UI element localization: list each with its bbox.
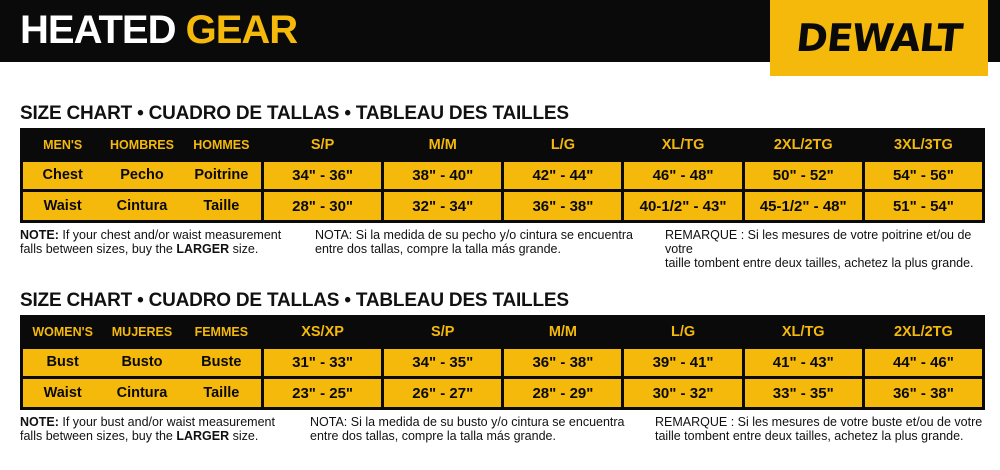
header-label-es: HOMBRES: [110, 137, 174, 152]
measurement-cell: 33" - 35": [745, 379, 862, 407]
size-header: 2XL/2TG: [865, 318, 982, 346]
measurement-cell: 39" - 41": [624, 349, 741, 377]
measurement-cell: 32" - 34": [384, 192, 501, 220]
measurement-cell: 28" - 30": [264, 192, 381, 220]
row-label-en: Chest: [42, 167, 83, 184]
measurement-cell: 34" - 35": [384, 349, 501, 377]
note-text: If your chest and/or waist measurement: [58, 228, 282, 242]
note-text: REMARQUE : Si les mesures de votre poitrine et/ou de votre: [665, 228, 972, 256]
size-header: M/M: [504, 318, 621, 346]
size-header: S/P: [264, 131, 381, 159]
measurement-cell: 28" - 29": [504, 379, 621, 407]
note-emphasis: LARGER: [176, 242, 230, 256]
row-label-fr: Taille: [203, 198, 240, 215]
size-header: M/M: [384, 131, 501, 159]
dewalt-logo: [770, 0, 988, 76]
row-label-es: Busto: [121, 354, 163, 371]
note-text: falls between sizes, buy the: [20, 429, 177, 443]
size-header: XL/TG: [624, 131, 741, 159]
size-header: XS/XP: [264, 318, 381, 346]
note-text: entre dos tallas, compre la talla más grande.: [315, 242, 561, 256]
size-header: L/G: [504, 131, 621, 159]
note-text: size.: [229, 429, 259, 443]
measurement-cell: 38" - 40": [384, 162, 501, 190]
note-text: REMARQUE : Si les mesures de votre buste et/ou de votre: [655, 415, 983, 429]
note-text: falls between sizes, buy the: [20, 242, 177, 256]
note-text: taille tombent entre deux tailles, achetez la plus grande.: [665, 256, 974, 270]
measurement-cell: 45-1/2" - 48": [745, 192, 862, 220]
measurement-cell: 42" - 44": [504, 162, 621, 190]
size-header: XL/TG: [745, 318, 862, 346]
title-gear: GEAR: [185, 8, 298, 52]
measurement-cell: 23" - 25": [264, 379, 381, 407]
logo-text: DEWALT: [794, 16, 964, 60]
womens-section-title: SIZE CHART • CUADRO DE TALLAS • TABLEAU DES TAILLES: [20, 290, 569, 311]
measurement-cell: 36" - 38": [504, 349, 621, 377]
mens-size-table: [20, 128, 985, 223]
size-header: L/G: [624, 318, 741, 346]
measurement-cell: 44" - 46": [865, 349, 982, 377]
header-label-en: MEN'S: [43, 137, 83, 152]
note-text: NOTA: Si la medida de su pecho y/o cintura se encuentra: [315, 228, 633, 242]
measurement-cell: 41" - 43": [745, 349, 862, 377]
row-label-bust: [23, 349, 261, 377]
row-label-es: Cintura: [116, 198, 168, 215]
row-label-fr: Poitrine: [194, 167, 249, 184]
note-emphasis: LARGER: [176, 429, 230, 443]
measurement-cell: 26" - 27": [384, 379, 501, 407]
row-label-fr: Taille: [203, 385, 240, 402]
row-label-chest: [23, 162, 261, 190]
note-spanish: [315, 228, 633, 256]
size-header: 3XL/3TG: [865, 131, 982, 159]
header-label-fr: FEMMES: [194, 324, 249, 339]
header-label-fr: HOMMES: [193, 137, 250, 152]
page-title: [20, 6, 297, 54]
measurement-cell: 40-1/2" - 43": [624, 192, 741, 220]
row-label-en: Waist: [43, 385, 82, 402]
note-spanish: [310, 415, 625, 443]
row-label-en: Bust: [46, 354, 79, 371]
mens-label-header: [23, 131, 261, 159]
row-label-fr: Buste: [201, 354, 242, 371]
note-text: NOTA: Si la medida de su busto y/o cintura se encuentra: [310, 415, 625, 429]
mens-section-title: SIZE CHART • CUADRO DE TALLAS • TABLEAU DES TAILLES: [20, 103, 569, 124]
header-label-es: MUJERES: [111, 324, 173, 339]
note-french: [665, 228, 985, 270]
row-label-en: Waist: [43, 198, 82, 215]
note-french: [655, 415, 982, 443]
measurement-cell: 36" - 38": [865, 379, 982, 407]
note-label: NOTE:: [20, 415, 59, 429]
measurement-cell: 54" - 56": [865, 162, 982, 190]
size-header: S/P: [384, 318, 501, 346]
measurement-cell: 51" - 54": [865, 192, 982, 220]
row-label-waist: [23, 192, 261, 220]
measurement-cell: 46" - 48": [624, 162, 741, 190]
womens-size-table: [20, 315, 985, 410]
measurement-cell: 30" - 32": [624, 379, 741, 407]
title-heated: HEATED: [20, 8, 176, 52]
measurement-cell: 50" - 52": [745, 162, 862, 190]
note-label: NOTE:: [20, 228, 59, 242]
measurement-cell: 31" - 33": [264, 349, 381, 377]
note-english: [20, 415, 275, 443]
note-text: taille tombent entre deux tailles, achetez la plus grande.: [655, 429, 964, 443]
row-label-es: Cintura: [116, 385, 168, 402]
header-label-en: WOMEN'S: [32, 324, 93, 339]
measurement-cell: 34" - 36": [264, 162, 381, 190]
note-text: If your bust and/or waist measurement: [58, 415, 275, 429]
row-label-waist: [23, 379, 261, 407]
row-label-es: Pecho: [120, 167, 164, 184]
note-text: size.: [229, 242, 259, 256]
size-header: 2XL/2TG: [745, 131, 862, 159]
note-english: [20, 228, 281, 256]
measurement-cell: 36" - 38": [504, 192, 621, 220]
womens-label-header: [23, 318, 261, 346]
note-text: entre dos tallas, compre la talla más grande.: [310, 429, 556, 443]
